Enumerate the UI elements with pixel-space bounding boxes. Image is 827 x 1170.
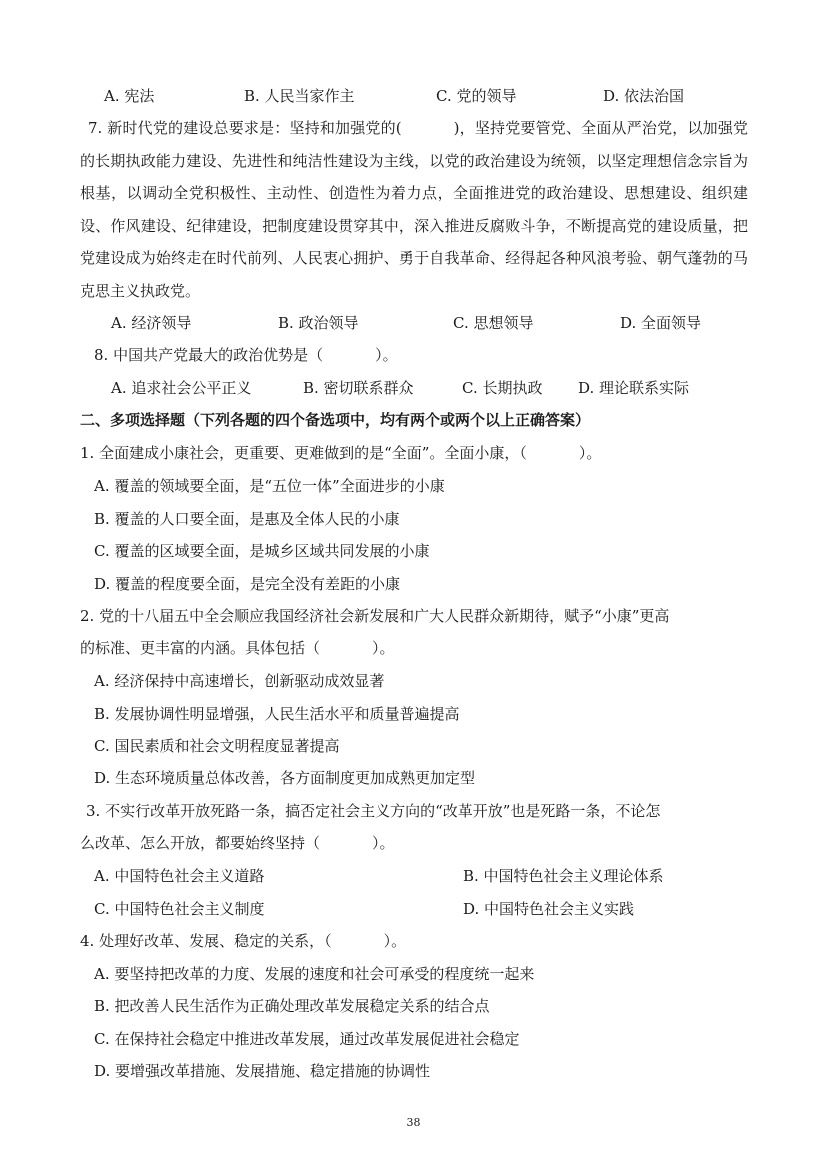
multi-question-3-line-2: [80, 833, 395, 853]
m1-option-b[interactable]: B. 覆盖的人口要全面，是惠及全体人民的小康: [94, 510, 400, 528]
q6-option-c[interactable]: C. 党的领导: [436, 87, 517, 105]
m2-option-d[interactable]: D. 生态环境质量总体改善，各方面制度更加成熟更加定型: [94, 769, 476, 787]
multi-question-1-text: [80, 443, 601, 463]
m4-option-c[interactable]: C. 在保持社会稳定中推进改革发展，通过改革发展促进社会稳定: [94, 1030, 520, 1048]
m3-option-b[interactable]: B. 中国特色社会主义理论体系: [463, 867, 664, 885]
multi-question-1-lead: 1. 全面建成小康社会，更重要、更难做到的是“全面”。全面小康，（: [80, 444, 527, 462]
m4-option-a[interactable]: A. 要坚持把改革的力度、发展的速度和社会可承受的程度统一起来: [94, 965, 535, 983]
q7-option-b[interactable]: B. 政治领导: [278, 314, 359, 332]
multi-question-3-line-1: 3. 不实行改革开放死路一条，搞否定社会主义方向的“改革开放”也是死路一条，不论怎: [86, 802, 661, 820]
question-7-rest: )，坚持党要管党、全面从严治党，以加强党的长期执政能力建设、先进性和纯洁性建设为主线，以党的政治建设为统领，以坚定理想信念宗旨为根基，以调动全党积极性、主动性、创造性为着力点，全面推进党的政治建设、思想建设、组织建设、作风建设、纪律建设，把制度建设贯穿其中，深入推进反腐败斗争，不断提高党的建设质量，把党建设成为始终走在时代前列、人民衷心拥护、勇于自我革命、经得起各种风浪考验、朝气蓬勃的马克思主义执政党。: [80, 119, 749, 300]
q8-option-b[interactable]: B. 密切联系群众: [303, 379, 414, 397]
page-number: 38: [406, 1116, 421, 1129]
m2-option-a[interactable]: A. 经济保持中高速增长，创新驱动成效显著: [94, 672, 385, 690]
m1-option-a[interactable]: A. 覆盖的领域要全面，是“五位一体”全面进步的小康: [94, 477, 445, 495]
q6-option-a[interactable]: A. 宪法: [104, 87, 155, 105]
m3-option-d[interactable]: D. 中国特色社会主义实践: [463, 900, 635, 918]
question-8-tail: ）。: [375, 346, 398, 364]
question-8-text: [94, 345, 398, 365]
q8-option-a[interactable]: A. 追求社会公平正义: [111, 379, 252, 397]
multi-question-4-text: [80, 931, 406, 951]
m2-option-b[interactable]: B. 发展协调性明显增强，人民生活水平和质量普遍提高: [94, 705, 460, 723]
q8-option-c[interactable]: C. 长期执政: [462, 379, 543, 397]
m1-option-d[interactable]: D. 覆盖的程度要全面，是完全没有差距的小康: [94, 575, 401, 593]
question-7-text: [80, 112, 748, 307]
multi-question-3-tail: ）。: [372, 834, 395, 852]
multi-question-2-tail: ）。: [372, 639, 395, 657]
multi-question-1-tail: ）。: [578, 444, 602, 462]
multi-question-4-lead: 4. 处理好改革、发展、稳定的关系，（: [80, 932, 332, 950]
q7-option-a[interactable]: A. 经济领导: [111, 314, 192, 332]
q6-option-b[interactable]: B. 人民当家作主: [244, 87, 355, 105]
m4-option-d[interactable]: D. 要增强改革措施、发展措施、稳定措施的协调性: [94, 1062, 431, 1080]
q7-option-d[interactable]: D. 全面领导: [620, 314, 702, 332]
m1-option-c[interactable]: C. 覆盖的区域要全面，是城乡区域共同发展的小康: [94, 542, 430, 560]
question-8-lead: 8. 中国共产党最大的政治优势是（: [94, 346, 324, 364]
question-7-lead: 7. 新时代党的建设总要求是：坚持和加强党的(: [88, 119, 402, 137]
m3-option-c[interactable]: C. 中国特色社会主义制度: [94, 900, 265, 918]
multi-question-3-lead: 么改革、怎么开放，都要始终坚持（: [80, 834, 321, 852]
multi-question-2-lead: 的标准、更丰富的内涵。具体包括（: [80, 639, 321, 657]
multi-question-2-line-2: [80, 638, 395, 658]
multi-question-2-line-1: 2. 党的十八届五中全会顺应我国经济社会新发展和广大人民群众新期待，赋予“小康”更高: [80, 607, 670, 625]
m4-option-b[interactable]: B. 把改善人民生活作为正确处理改革发展稳定关系的结合点: [94, 997, 490, 1015]
m2-option-c[interactable]: C. 国民素质和社会文明程度显著提高: [94, 737, 340, 755]
q8-option-d[interactable]: D. 理论联系实际: [578, 379, 690, 397]
multi-question-4-tail: ）。: [383, 932, 407, 950]
section-heading: 二、多项选择题（下列各题的四个备选项中，均有两个或两个以上正确答案）: [80, 411, 591, 429]
q6-option-d[interactable]: D. 依法治国: [603, 87, 685, 105]
m3-option-a[interactable]: A. 中国特色社会主义道路: [94, 867, 265, 885]
q7-option-c[interactable]: C. 思想领导: [453, 314, 534, 332]
